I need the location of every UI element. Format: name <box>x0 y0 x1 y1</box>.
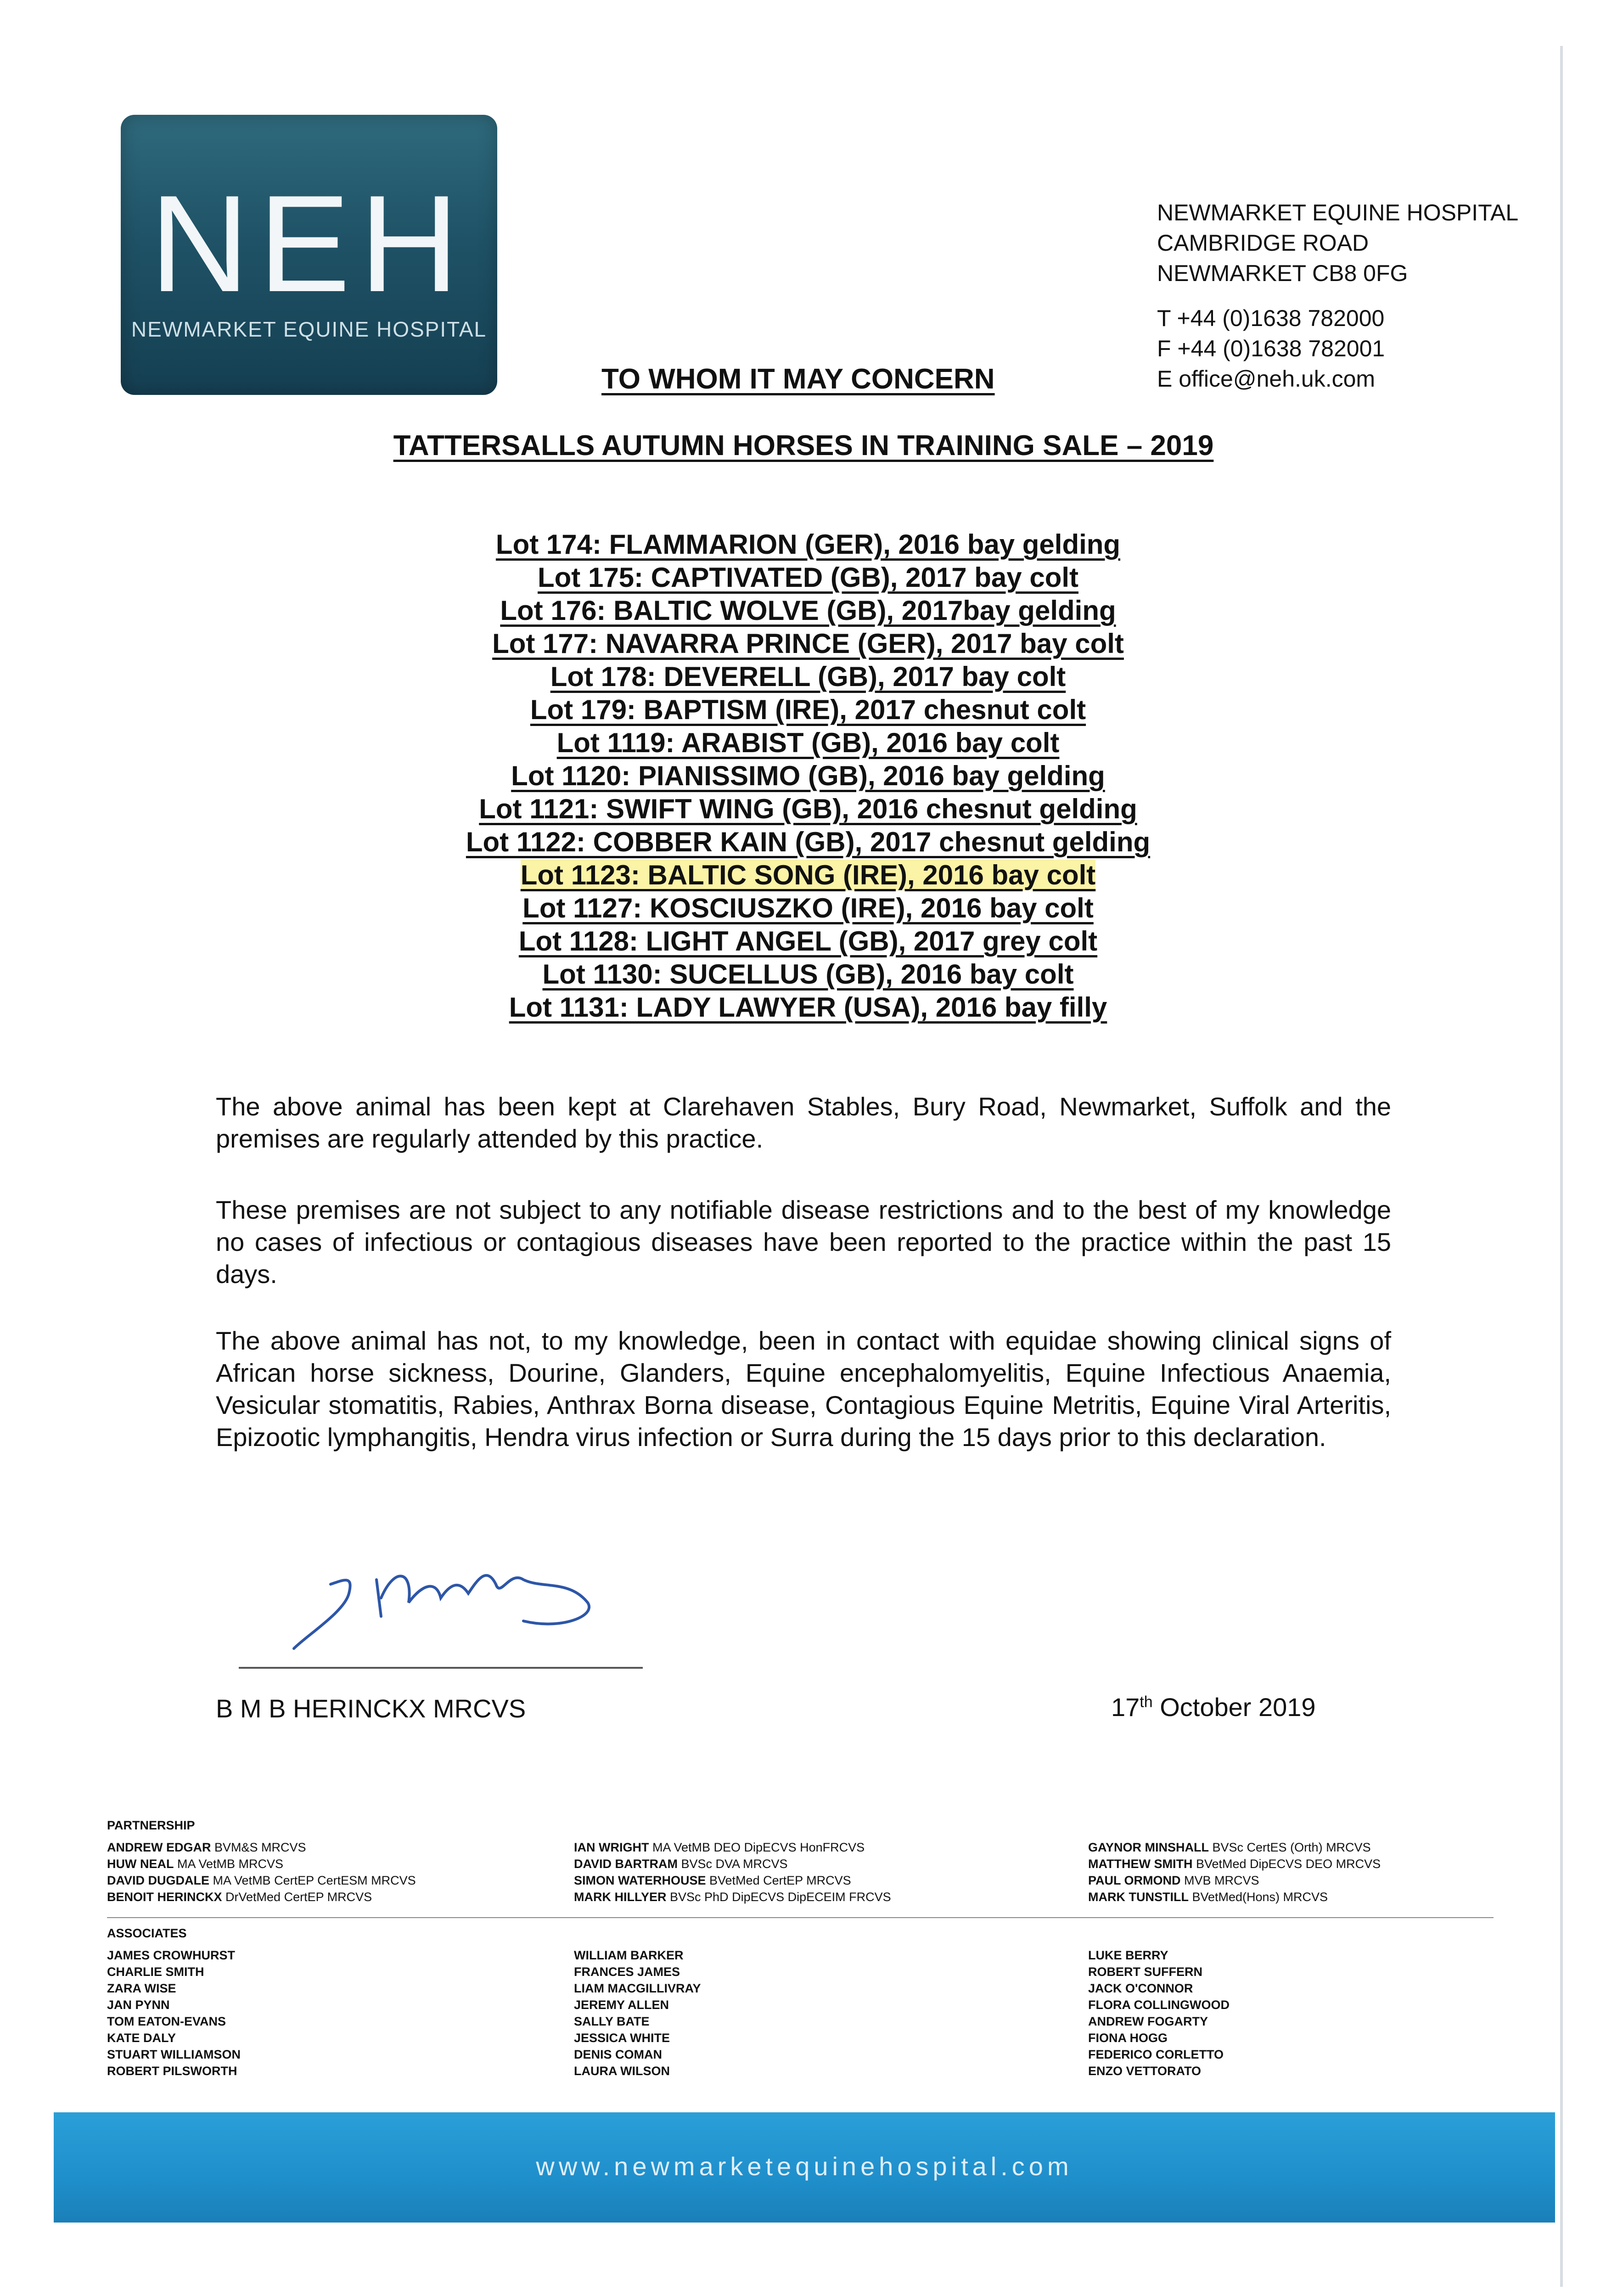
neh-logo <box>121 115 497 395</box>
associate-name: JEREMY ALLEN <box>574 1998 669 2012</box>
paragraph-premises: The above animal has been kept at Clarehaven Stables, Bury Road, Newmarket, Suffolk and the premises are regularly attended by this practice. <box>216 1092 1391 1153</box>
associate-name: ROBERT PILSWORTH <box>107 2064 237 2078</box>
associate-name: JAN PYNN <box>107 1998 170 2012</box>
associate-name: SALLY BATE <box>574 2015 650 2028</box>
lot-item: Lot 1127: KOSCIUSZKO (IRE), 2016 bay colt <box>522 893 1094 923</box>
lot-item: Lot 1122: COBBER KAIN (GB), 2017 chesnut gelding <box>466 827 1151 857</box>
footer-band <box>54 2112 1555 2223</box>
associate-name: ZARA WISE <box>107 1981 176 1995</box>
associate-name: CHARLIE SMITH <box>107 1965 204 1979</box>
associate-name: JESSICA WHITE <box>574 2031 670 2045</box>
partner-row <box>107 1889 416 1905</box>
associates-col-1 <box>107 1947 241 2079</box>
partner-row <box>574 1856 891 1872</box>
partner-row <box>1088 1856 1381 1872</box>
partner-row <box>574 1889 891 1905</box>
partner-qualifications: BVetMed DipECVS DEO MRCVS <box>1192 1857 1381 1871</box>
handwritten-signature <box>239 1529 652 1667</box>
signature-line <box>239 1667 643 1669</box>
partner-qualifications: BVSc PhD DipECVS DipECEIM FRCVS <box>666 1890 891 1904</box>
lot-item: Lot 1130: SUCELLUS (GB), 2016 bay colt <box>542 959 1074 990</box>
address-line-3: NEWMARKET CB8 0FG <box>1157 260 1408 286</box>
partner-name: MATTHEW SMITH <box>1088 1857 1193 1871</box>
partner-row <box>107 1856 416 1872</box>
associate-name: FRANCES JAMES <box>574 1965 680 1979</box>
partner-qualifications: MVB MRCVS <box>1180 1874 1259 1887</box>
partner-row <box>574 1872 891 1889</box>
logo-mark: NEH <box>150 166 468 321</box>
address-email: E office@neh.uk.com <box>1157 366 1376 392</box>
associate-name: FIONA HOGG <box>1088 2031 1168 2045</box>
address-fax: F +44 (0)1638 782001 <box>1157 336 1385 361</box>
associate-name: JACK O'CONNOR <box>1088 1981 1193 1995</box>
associate-name: JAMES CROWHURST <box>107 1948 236 1962</box>
sale-title: TATTERSALLS AUTUMN HORSES IN TRAINING SALE – 2019 <box>393 430 1214 461</box>
partner-qualifications: DrVetMed CertEP MRCVS <box>222 1890 372 1904</box>
associate-name: LAURA WILSON <box>574 2064 670 2078</box>
partner-row <box>574 1839 891 1856</box>
partner-row <box>1088 1872 1381 1889</box>
partner-qualifications: MA VetMB MRCVS <box>174 1857 284 1871</box>
partner-name: IAN WRIGHT <box>574 1840 649 1854</box>
partner-name: GAYNOR MINSHALL <box>1088 1840 1209 1854</box>
associate-name: WILLIAM BARKER <box>574 1948 684 1962</box>
associate-name: FLORA COLLINGWOOD <box>1088 1998 1230 2012</box>
lot-item: Lot 179: BAPTISM (IRE), 2017 chesnut colt <box>530 694 1086 725</box>
lot-item: Lot 1121: SWIFT WING (GB), 2016 chesnut gelding <box>479 793 1137 824</box>
associate-name: TOM EATON-EVANS <box>107 2015 226 2028</box>
lot-item: Lot 174: FLAMMARION (GER), 2016 bay gelding <box>495 529 1121 560</box>
associate-name: FEDERICO CORLETTO <box>1088 2048 1224 2061</box>
partner-qualifications: BVSc DVA MRCVS <box>677 1857 788 1871</box>
lot-item: Lot 176: BALTIC WOLVE (GB), 2017bay gelding <box>500 595 1116 626</box>
lot-item: Lot 175: CAPTIVATED (GB), 2017 bay colt <box>538 562 1078 593</box>
partner-name: DAVID BARTRAM <box>574 1857 678 1871</box>
partner-qualifications: BVSc CertES (Orth) MRCVS <box>1209 1840 1371 1854</box>
associate-name: DENIS COMAN <box>574 2048 663 2061</box>
partner-row <box>107 1872 416 1889</box>
associate-name: KATE DALY <box>107 2031 176 2045</box>
associates-heading: ASSOCIATES <box>107 1926 187 1940</box>
associate-name: STUART WILLIAMSON <box>107 2048 241 2061</box>
date-suffix: th <box>1140 1693 1153 1711</box>
lot-highlight-text: Lot 1123: BALTIC SONG (IRE), 2016 bay colt <box>520 860 1096 890</box>
lots-list <box>0 528 1616 1024</box>
partner-name: BENOIT HERINCKX <box>107 1890 222 1904</box>
partner-name: SIMON WATERHOUSE <box>574 1874 706 1887</box>
lot-item: Lot 1120: PIANISSIMO (GB), 2016 bay gelding <box>511 760 1105 791</box>
date-day: 17 <box>1111 1693 1140 1722</box>
partner-name: MARK HILLYER <box>574 1890 667 1904</box>
letter-date <box>1111 1692 1316 1722</box>
partner-name: MARK TUNSTILL <box>1088 1890 1189 1904</box>
lot-item: Lot 1131: LADY LAWYER (USA), 2016 bay filly <box>509 992 1107 1023</box>
partnership-col-2 <box>574 1839 891 1905</box>
partner-qualifications: MA VetMB CertEP CertESM MRCVS <box>209 1874 416 1887</box>
associates-col-3 <box>1088 1947 1230 2079</box>
partner-qualifications: BVM&S MRCVS <box>211 1840 306 1854</box>
letter-heading: TO WHOM IT MAY CONCERN <box>601 363 995 395</box>
partner-row <box>1088 1839 1381 1856</box>
associate-name: LUKE BERRY <box>1088 1948 1168 1962</box>
lot-item: Lot 178: DEVERELL (GB), 2017 bay colt <box>550 661 1066 692</box>
lot-item-highlighted <box>0 859 1616 892</box>
signatory-name: B M B HERINCKX MRCVS <box>216 1694 526 1723</box>
associate-name: ENZO VETTORATO <box>1088 2064 1202 2078</box>
associate-name: ANDREW FOGARTY <box>1088 2015 1208 2028</box>
partnership-col-1 <box>107 1839 416 1905</box>
page-edge-rule <box>1560 46 1563 2287</box>
partner-qualifications: BVetMed CertEP MRCVS <box>706 1874 851 1887</box>
partner-name: ANDREW EDGAR <box>107 1840 211 1854</box>
partnership-col-3 <box>1088 1839 1381 1905</box>
partner-qualifications: BVetMed(Hons) MRCVS <box>1188 1890 1328 1904</box>
partnership-heading: PARTNERSHIP <box>107 1818 195 1832</box>
footer-website: www.newmarketequinehospital.com <box>536 2152 1073 2181</box>
associates-col-2 <box>574 1947 701 2079</box>
partner-name: PAUL ORMOND <box>1088 1874 1181 1887</box>
partner-name: HUW NEAL <box>107 1857 174 1871</box>
lot-item: Lot 1119: ARABIST (GB), 2016 bay colt <box>556 727 1060 758</box>
associate-name: LIAM MACGILLIVRAY <box>574 1981 701 1995</box>
address-line-1: NEWMARKET EQUINE HOSPITAL <box>1157 200 1519 225</box>
section-divider <box>107 1917 1494 1918</box>
partner-name: DAVID DUGDALE <box>107 1874 210 1887</box>
partner-row <box>1088 1889 1381 1905</box>
partner-qualifications: MA VetMB DEO DipECVS HonFRCVS <box>649 1840 865 1854</box>
associate-name: ROBERT SUFFERN <box>1088 1965 1202 1979</box>
lot-item: Lot 1128: LIGHT ANGEL (GB), 2017 grey colt <box>518 926 1098 957</box>
address-phone: T +44 (0)1638 782000 <box>1157 305 1385 331</box>
partner-row <box>107 1839 416 1856</box>
paragraph-restrictions: These premises are not subject to any notifiable disease restrictions and to the best of my knowledge no cases of infectious or contagious diseases have been reported to the practice within the past 15 days. <box>216 1195 1391 1289</box>
logo-subtitle: NEWMARKET EQUINE HOSPITAL <box>131 317 487 341</box>
address-line-2: CAMBRIDGE ROAD <box>1157 230 1369 256</box>
paragraph-contact: The above animal has not, to my knowledge, been in contact with equidae showing clinical signs of African horse sickness, Dourine, Glanders, Equine encephalomyelitis, Equine Infectious Anaemia, Vesicular stomatitis, Rabies, Anthrax Borna disease, Contagious Equine Metritis, Equine Viral Arteritis, Epizootic lymphangitis, Hendra virus infection or Surra during the 15 days prior to this declaration. <box>216 1326 1391 1452</box>
date-rest: October 2019 <box>1152 1693 1316 1722</box>
lot-item: Lot 177: NAVARRA PRINCE (GER), 2017 bay colt <box>492 628 1124 659</box>
